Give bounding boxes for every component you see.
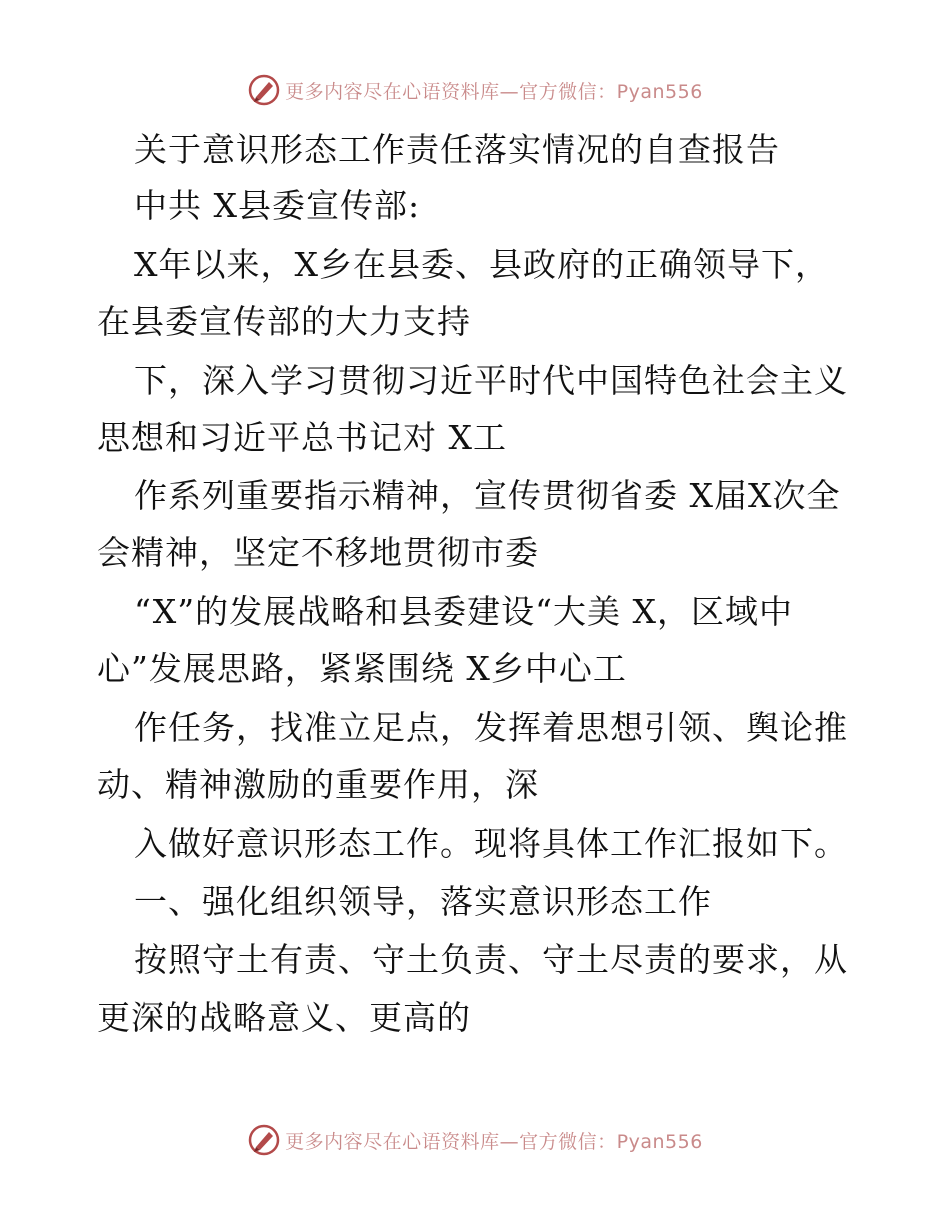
paragraph-line: 动、精神激励的重要作用，深 [97,765,539,804]
watermark-text: 更多内容尽在心语资料库—官方微信：Pyan556 [285,1130,703,1153]
pen-logo-icon [247,1123,281,1157]
section-heading: 一、强化组织领导，落实意识形态工作 [134,882,712,921]
paragraph-line: 作系列重要指示精神，宣传贯彻省委 X届X次全 [134,476,841,515]
paragraph-line: 下，深入学习贯彻习近平时代中国特色社会主义 [134,361,848,400]
paragraph-line: 心”发展思路，紧紧围绕 X乡中心工 [97,649,627,688]
salutation: 中共 X县委宣传部: [134,186,421,225]
paragraph-line: “X”的发展战略和县委建设“大美 X，区域中 [134,592,794,631]
paragraph-line: 在县委宣传部的大力支持 [97,302,471,341]
paragraph-line: 按照守土有责、守土负责、守土尽责的要求，从 [134,940,848,979]
paragraph-line: 会精神，坚定不移地贯彻市委 [97,533,539,572]
watermark-text: 更多内容尽在心语资料库—官方微信：Pyan556 [285,80,703,103]
document-title: 关于意识形态工作责任落实情况的自查报告 [134,130,780,169]
pen-logo-icon [247,73,281,107]
paragraph-line: X年以来，X乡在县委、县政府的正确领导下， [134,245,829,284]
paragraph-line: 更深的战略意义、更高的 [97,998,471,1037]
footer-watermark [0,1120,950,1160]
paragraph-line: 思想和习近平总书记对 X工 [97,418,507,457]
header-watermark [0,70,950,110]
paragraph-line: 作任务，找准立足点，发挥着思想引领、舆论推 [134,708,848,747]
paragraph-line: 入做好意识形态工作。现将具体工作汇报如下。 [134,824,848,863]
